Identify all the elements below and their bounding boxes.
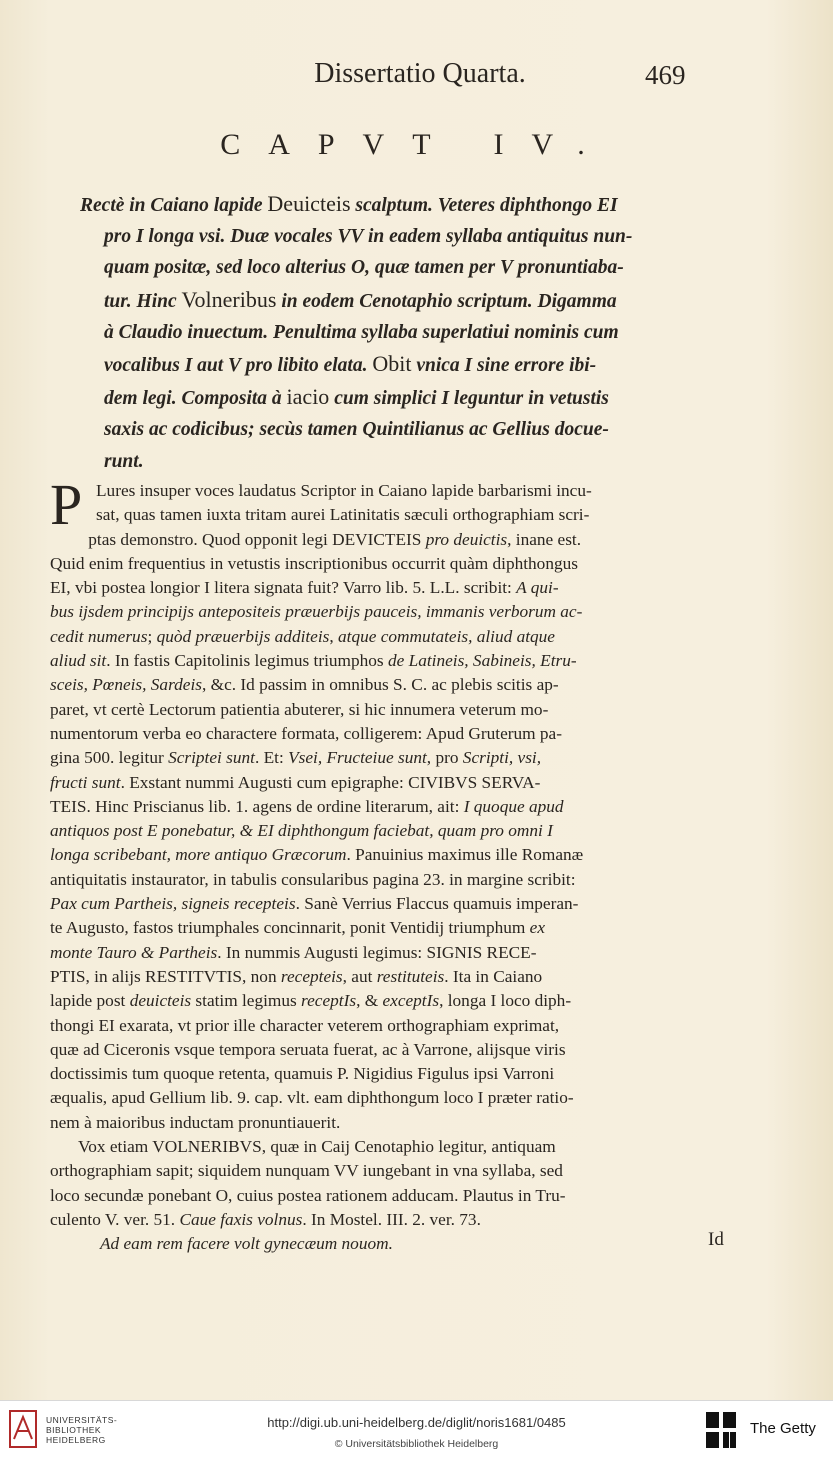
text-segment: scalptum. Veteres diphthongo EI <box>350 195 618 216</box>
text-segment: à Claudio inuectum. Penultima syllaba superlatiui nominis cum <box>104 321 619 343</box>
body-line <box>50 1135 766 1159</box>
body-line <box>50 1014 766 1038</box>
text-segment: ex <box>529 918 546 938</box>
summary-line <box>80 188 766 221</box>
text-segment: gina 500. legitur <box>50 748 169 768</box>
text-segment: Scripti, vsi, <box>462 748 542 768</box>
body-line <box>50 528 766 552</box>
body-line <box>50 941 766 965</box>
body-line <box>50 746 766 770</box>
summary-line <box>80 317 766 348</box>
chapter-summary <box>80 188 766 477</box>
body-line <box>50 698 766 722</box>
viewer-footer <box>0 1400 833 1460</box>
text-segment: . Sanè Verrius Flaccus quamuis imperan- <box>295 894 579 914</box>
body-line <box>50 868 766 892</box>
body-line <box>50 1184 766 1208</box>
text-segment: culento V. ver. 51. <box>50 1209 180 1229</box>
text-segment: runt. <box>104 450 144 472</box>
text-segment: bus ijsdem principijs antepositeis præuerbijs pauceis, immanis verborum ac- <box>50 602 583 622</box>
text-segment: doctissimis tum quoque retenta, quamuis P. Nigidius Figulus ipsi Varroni <box>50 1064 555 1084</box>
text-segment: Rectè in Caiano lapide <box>80 195 268 216</box>
body-line <box>50 771 766 795</box>
body-line <box>50 576 766 600</box>
body-line <box>50 503 766 527</box>
summary-line <box>80 381 766 414</box>
body-line <box>50 1159 766 1183</box>
body-line <box>50 649 766 673</box>
text-segment: exceptIs <box>382 991 440 1011</box>
text-segment: vocalibus I aut V pro libito elata. <box>104 355 373 377</box>
text-segment: Vox etiam VOLNERIBVS, quæ in Caij Cenotaphio legitur, antiquam <box>78 1137 556 1157</box>
text-segment: Lures insuper voces laudatus Scriptor in Caiano lapide barbarismi incu- <box>96 481 592 500</box>
text-segment: Vsei, Fructeiue sunt <box>288 748 427 768</box>
institution-name: UNIVERSITÄTS- BIBLIOTHEK HEIDELBERG <box>46 1415 118 1445</box>
text-segment: PTIS, in alijs RESTITVTIS, non <box>50 966 281 986</box>
text-segment: . In fastis Capitolinis legimus triumphos <box>106 651 388 671</box>
text-segment: EI, vbi postea longior I litera signata fuit? Varro lib. 5. L.L. scribit: <box>50 578 517 598</box>
text-segment: , pro <box>426 748 463 768</box>
catchword: Id <box>708 1229 724 1250</box>
text-segment: atque commutateis, aliud atque <box>338 626 555 646</box>
text-segment: I quoque apud <box>463 796 564 816</box>
text-segment: antiquos post E ponebatur, & EI diphthongum faciebat, quam pro omni I <box>50 821 553 841</box>
text-segment: restituteis <box>376 966 445 986</box>
text-segment: , aut <box>342 966 377 986</box>
text-segment: de Latineis, Sabineis, Etru- <box>387 651 577 671</box>
text-segment: iacio <box>286 384 330 410</box>
body-line <box>50 479 766 503</box>
copyright-notice: © Universitätsbibliothek Heidelberg <box>334 1438 499 1450</box>
body-line <box>50 625 766 649</box>
partner-name: The Getty <box>750 1420 816 1437</box>
text-segment: . Panuinius maximus ille Romanæ <box>346 845 584 865</box>
text-segment: recepteis <box>280 966 343 986</box>
text-segment: cum simplici I leguntur in vetustis <box>329 388 609 410</box>
body-line <box>50 1111 766 1135</box>
text-segment: statim legimus <box>191 991 302 1011</box>
page-number: 469 <box>645 60 686 90</box>
body-line <box>50 916 766 940</box>
text-segment: , &c. Id passim in omnibus S. C. ac plebis scitis ap- <box>202 675 559 695</box>
text-segment: cedit numerus <box>50 626 148 646</box>
text-segment: longa scribebant, more antiquo Græcorum <box>50 845 347 865</box>
text-segment: fructi sunt <box>50 772 121 792</box>
body-line <box>50 843 766 867</box>
text-segment: lapide post <box>50 991 130 1011</box>
body-line <box>50 600 766 624</box>
text-segment: Quid enim frequentius in vetustis inscriptionibus occurrit quàm diphthongus <box>50 553 578 573</box>
text-segment: monte Tauro & Partheis <box>50 942 218 962</box>
text-segment: TEIS. Hinc Priscianus lib. 1. agens de ordine literarum, ait: <box>50 796 464 816</box>
text-segment: quam positæ, sed loco alterius O, quæ tamen per V pronuntiaba- <box>104 257 624 279</box>
text-segment: A qui- <box>516 578 559 598</box>
text-segment: deuicteis <box>129 991 192 1011</box>
text-segment: . Exstant nummi Augusti cum epigraphe: CIVIBVS SERVA- <box>120 772 541 792</box>
text-segment: receptIs <box>301 991 357 1011</box>
body-line <box>50 1232 766 1256</box>
body-line <box>50 673 766 697</box>
body-line <box>50 1062 766 1086</box>
body-line <box>50 819 766 843</box>
text-segment: pro deuictis <box>425 529 508 549</box>
body-line <box>50 965 766 989</box>
text-segment: saxis ac codicibus; secùs tamen Quintilianus ac Gellius docue- <box>104 419 609 441</box>
summary-line <box>80 284 766 317</box>
text-segment: numentorum verba eo charactere formata, colligerem: Apud Gruterum pa- <box>50 723 562 743</box>
text-segment: nem à maioribus inductam pronuntiauerit. <box>50 1112 341 1132</box>
text-segment: . Et: <box>254 748 289 768</box>
text-segment: , & <box>356 991 383 1011</box>
text-segment: Ad eam rem facere volt gynecæum nouom. <box>100 1234 393 1254</box>
text-segment: paret, vt certè Lectorum patientia abuterer, si hic innumera veterum mo- <box>50 699 549 719</box>
body-line <box>50 552 766 576</box>
text-segment: antiquitatis instaurator, in tabulis consularibus pagina 23. in margine scribit: <box>50 869 576 889</box>
summary-line <box>80 252 766 283</box>
body-text <box>50 472 766 1257</box>
text-segment: , inane est. <box>507 529 582 549</box>
text-segment: sceis, Pœneis, Sardeis <box>50 675 202 695</box>
body-line <box>50 989 766 1013</box>
chapter-title: CAPVT IV. <box>220 128 613 161</box>
body-line <box>50 1038 766 1062</box>
text-segment: in eodem Cenotaphio scriptum. Digamma <box>276 290 617 312</box>
drop-cap: P <box>50 472 83 537</box>
permalink-url[interactable]: http://digi.ub.uni-heidelberg.de/diglit/noris1681/0485 <box>267 1415 566 1430</box>
text-segment: vnica I sine errore ibi- <box>411 355 597 377</box>
body-line <box>50 1086 766 1110</box>
text-segment: . In nummis Augusti legimus: SIGNIS RECE- <box>217 942 537 962</box>
text-segment: loco secundæ ponebant O, cuius postea rationem adducam. Plautus in Tru- <box>50 1185 566 1205</box>
body-line <box>50 795 766 819</box>
text-segment: , <box>329 626 339 646</box>
text-segment: Pax cum Partheis, signeis recepteis <box>50 894 296 914</box>
body-line <box>50 722 766 746</box>
text-segment: Caue faxis volnus <box>179 1209 303 1229</box>
body-line <box>50 892 766 916</box>
text-segment: . Ita in Caiano <box>444 966 543 986</box>
summary-line <box>80 414 766 445</box>
text-segment: quòd præuerbijs additeis <box>156 626 330 646</box>
text-segment: Deuicteis <box>267 191 351 216</box>
text-segment: æqualis, apud Gellium lib. 9. cap. vlt. eam diphthongum loco I præter ratio- <box>50 1088 574 1108</box>
text-segment: te Augusto, fastos triumphales concinnarit, ponit Ventidij triumphum <box>50 918 530 938</box>
text-segment: ; <box>147 626 157 646</box>
text-segment: Obit <box>372 351 412 377</box>
text-segment: Scriptei sunt <box>168 748 255 768</box>
text-segment: aliud sit <box>50 651 107 671</box>
text-segment: dem legi. Composita à <box>104 388 287 410</box>
text-segment: sat, quas tamen iuxta tritam aurei Latinitatis sæculi orthographiam scri- <box>96 505 590 525</box>
text-segment: , longa I loco diph- <box>439 991 572 1011</box>
body-line <box>50 1208 766 1232</box>
text-segment: ptas demonstro. Quod opponit legi DEVICTEIS <box>88 529 426 549</box>
running-head: Dissertatio Quarta. <box>314 58 526 89</box>
text-segment: tur. Hinc <box>104 290 182 312</box>
text-segment: orthographiam sapit; siquidem nunquam VV iungebant in vna syllaba, sed <box>50 1161 563 1181</box>
summary-line <box>80 348 766 381</box>
summary-line <box>80 446 766 477</box>
text-segment: quæ ad Ciceronis vsque tempora seruata fuerat, ac à Varrone, alijsque viris <box>50 1039 566 1059</box>
text-segment: pro I longa vsi. Duæ vocales VV in eadem syllaba antiquitus nun- <box>104 226 633 248</box>
text-segment: thongi EI exarata, vt prior ille character veterem orthographiam exprimat, <box>50 1015 560 1035</box>
summary-line <box>80 221 766 252</box>
getty-logo-icon <box>704 1410 738 1450</box>
text-segment: Volneribus <box>181 286 277 312</box>
text-segment: . In Mostel. III. 2. ver. 73. <box>302 1209 481 1229</box>
